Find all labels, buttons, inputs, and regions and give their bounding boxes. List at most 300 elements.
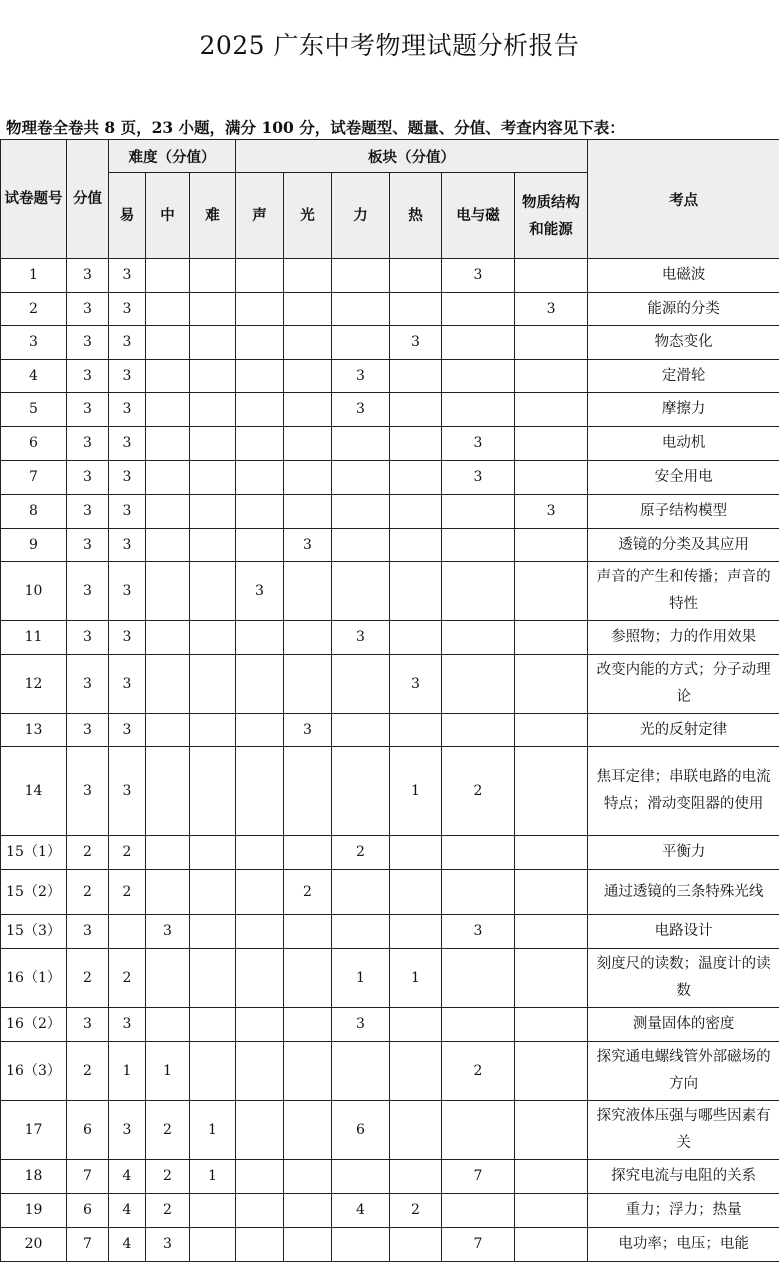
medium-cell: 1 <box>146 1042 190 1101</box>
topic-cell: 电路设计 <box>588 915 779 949</box>
table-row <box>1 1008 779 1042</box>
hard-cell <box>190 836 236 870</box>
hard-cell <box>190 427 236 461</box>
question-no-cell: 16（3） <box>1 1042 67 1101</box>
force-cell <box>332 427 390 461</box>
topic-cell: 平衡力 <box>588 836 779 870</box>
table-row <box>1 1194 779 1228</box>
table-body <box>1 259 779 1262</box>
score-cell: 3 <box>67 360 109 393</box>
table-row <box>1 870 779 915</box>
heat-cell <box>390 915 442 949</box>
question-no-cell: 4 <box>1 360 67 393</box>
question-no-cell: 19 <box>1 1194 67 1228</box>
light-cell <box>284 655 332 714</box>
sound-cell <box>236 427 284 461</box>
table-row <box>1 915 779 949</box>
easy-cell: 1 <box>109 1042 146 1101</box>
easy-cell <box>109 915 146 949</box>
hard-cell <box>190 714 236 747</box>
force-cell <box>332 747 390 836</box>
heat-cell <box>390 1160 442 1194</box>
topic-cell: 原子结构模型 <box>588 495 779 529</box>
score-cell: 3 <box>67 293 109 326</box>
force-cell <box>332 655 390 714</box>
heat-cell: 1 <box>390 949 442 1008</box>
force-cell <box>332 714 390 747</box>
matter-energy-cell: 3 <box>515 293 588 326</box>
easy-cell: 3 <box>109 562 146 621</box>
light-cell <box>284 1101 332 1160</box>
table-row <box>1 326 779 360</box>
easy-cell: 3 <box>109 621 146 655</box>
hard-cell <box>190 1008 236 1042</box>
electromagnetism-cell <box>442 714 515 747</box>
heat-cell <box>390 293 442 326</box>
question-no-cell: 3 <box>1 326 67 360</box>
electromagnetism-cell <box>442 870 515 915</box>
sound-cell <box>236 1042 284 1101</box>
table-row <box>1 529 779 562</box>
hard-cell <box>190 949 236 1008</box>
medium-cell <box>146 360 190 393</box>
sound-cell <box>236 495 284 529</box>
heat-cell <box>390 562 442 621</box>
heat-cell <box>390 393 442 427</box>
hard-cell <box>190 461 236 495</box>
easy-cell: 3 <box>109 393 146 427</box>
hard-cell: 1 <box>190 1160 236 1194</box>
matter-energy-cell <box>515 259 588 293</box>
sound-cell <box>236 259 284 293</box>
medium-cell <box>146 427 190 461</box>
easy-cell: 3 <box>109 714 146 747</box>
score-cell: 3 <box>67 326 109 360</box>
light-cell: 2 <box>284 870 332 915</box>
sound-cell <box>236 655 284 714</box>
matter-energy-cell: 3 <box>515 495 588 529</box>
question-no-cell: 6 <box>1 427 67 461</box>
header-topic: 考点 <box>588 140 779 259</box>
electromagnetism-cell: 2 <box>442 1042 515 1101</box>
question-no-cell: 16（1） <box>1 949 67 1008</box>
score-cell: 3 <box>67 259 109 293</box>
electromagnetism-cell <box>442 1194 515 1228</box>
heat-cell: 2 <box>390 1194 442 1228</box>
light-cell: 3 <box>284 714 332 747</box>
topic-cell: 测量固体的密度 <box>588 1008 779 1042</box>
easy-cell: 3 <box>109 1101 146 1160</box>
topic-cell: 透镜的分类及其应用 <box>588 529 779 562</box>
force-cell <box>332 1160 390 1194</box>
sound-cell <box>236 1160 284 1194</box>
matter-energy-cell <box>515 1008 588 1042</box>
heat-cell <box>390 714 442 747</box>
matter-energy-cell <box>515 1042 588 1101</box>
easy-cell: 3 <box>109 326 146 360</box>
medium-cell: 3 <box>146 1228 190 1262</box>
header-difficulty-group: 难度（分值） <box>109 140 236 173</box>
heat-cell: 3 <box>390 326 442 360</box>
force-cell: 3 <box>332 393 390 427</box>
electromagnetism-cell: 7 <box>442 1160 515 1194</box>
table-row <box>1 495 779 529</box>
medium-cell <box>146 259 190 293</box>
score-cell: 3 <box>67 562 109 621</box>
topic-cell: 摩擦力 <box>588 393 779 427</box>
score-cell: 2 <box>67 1042 109 1101</box>
easy-cell: 3 <box>109 529 146 562</box>
electromagnetism-cell: 7 <box>442 1228 515 1262</box>
sound-cell <box>236 293 284 326</box>
force-cell: 2 <box>332 836 390 870</box>
header-matter-energy: 物质结构和能源 <box>515 173 588 259</box>
matter-energy-cell <box>515 747 588 836</box>
topic-cell: 重力；浮力；热量 <box>588 1194 779 1228</box>
easy-cell: 4 <box>109 1160 146 1194</box>
table-row <box>1 949 779 1008</box>
easy-cell: 2 <box>109 870 146 915</box>
force-cell <box>332 326 390 360</box>
medium-cell <box>146 326 190 360</box>
topic-cell: 光的反射定律 <box>588 714 779 747</box>
matter-energy-cell <box>515 326 588 360</box>
easy-cell: 2 <box>109 836 146 870</box>
heat-cell <box>390 870 442 915</box>
hard-cell <box>190 259 236 293</box>
medium-cell: 2 <box>146 1160 190 1194</box>
medium-cell <box>146 495 190 529</box>
question-no-cell: 8 <box>1 495 67 529</box>
score-cell: 7 <box>67 1228 109 1262</box>
topic-cell: 声音的产生和传播；声音的特性 <box>588 562 779 621</box>
sound-cell <box>236 714 284 747</box>
table-row <box>1 655 779 714</box>
score-cell: 3 <box>67 495 109 529</box>
topic-cell: 物态变化 <box>588 326 779 360</box>
hard-cell <box>190 293 236 326</box>
hard-cell: 1 <box>190 1101 236 1160</box>
force-cell <box>332 870 390 915</box>
score-cell: 6 <box>67 1194 109 1228</box>
table-row <box>1 427 779 461</box>
table-row <box>1 621 779 655</box>
light-cell <box>284 562 332 621</box>
hard-cell <box>190 621 236 655</box>
table-row <box>1 1042 779 1101</box>
force-cell <box>332 529 390 562</box>
table-row <box>1 1160 779 1194</box>
light-cell <box>284 1160 332 1194</box>
score-cell: 2 <box>67 870 109 915</box>
light-cell <box>284 427 332 461</box>
header-score: 分值 <box>67 140 109 259</box>
intro-text: 物理卷全卷共 8 页，23 小题，满分 100 分，试卷题型、题量、分值、考查内容见下表： <box>6 116 625 138</box>
score-cell: 2 <box>67 949 109 1008</box>
electromagnetism-cell <box>442 360 515 393</box>
easy-cell: 3 <box>109 747 146 836</box>
light-cell <box>284 915 332 949</box>
question-no-cell: 11 <box>1 621 67 655</box>
header-medium: 中 <box>146 173 190 259</box>
topic-cell: 能源的分类 <box>588 293 779 326</box>
table-row <box>1 293 779 326</box>
topic-cell: 改变内能的方式；分子动理论 <box>588 655 779 714</box>
question-no-cell: 20 <box>1 1228 67 1262</box>
hard-cell <box>190 360 236 393</box>
medium-cell: 2 <box>146 1194 190 1228</box>
medium-cell <box>146 836 190 870</box>
hard-cell <box>190 562 236 621</box>
sound-cell <box>236 870 284 915</box>
question-no-cell: 18 <box>1 1160 67 1194</box>
matter-energy-cell <box>515 949 588 1008</box>
table-row <box>1 1228 779 1262</box>
heat-cell <box>390 1101 442 1160</box>
matter-energy-cell <box>515 655 588 714</box>
medium-cell <box>146 870 190 915</box>
table-row <box>1 714 779 747</box>
heat-cell <box>390 529 442 562</box>
easy-cell: 3 <box>109 293 146 326</box>
medium-cell: 3 <box>146 915 190 949</box>
medium-cell: 2 <box>146 1101 190 1160</box>
question-no-cell: 1 <box>1 259 67 293</box>
analysis-table <box>0 139 779 1262</box>
heat-cell <box>390 427 442 461</box>
table-row <box>1 393 779 427</box>
electromagnetism-cell: 3 <box>442 259 515 293</box>
hard-cell <box>190 393 236 427</box>
medium-cell <box>146 655 190 714</box>
hard-cell <box>190 529 236 562</box>
matter-energy-cell <box>515 1101 588 1160</box>
topic-cell: 电动机 <box>588 427 779 461</box>
score-cell: 3 <box>67 747 109 836</box>
question-no-cell: 13 <box>1 714 67 747</box>
question-no-cell: 15（1） <box>1 836 67 870</box>
force-cell <box>332 1228 390 1262</box>
matter-energy-cell <box>515 427 588 461</box>
easy-cell: 3 <box>109 1008 146 1042</box>
medium-cell <box>146 1008 190 1042</box>
header-electromagnetism: 电与磁 <box>442 173 515 259</box>
electromagnetism-cell <box>442 495 515 529</box>
sound-cell <box>236 747 284 836</box>
medium-cell <box>146 714 190 747</box>
matter-energy-cell <box>515 836 588 870</box>
sound-cell: 3 <box>236 562 284 621</box>
medium-cell <box>146 461 190 495</box>
matter-energy-cell <box>515 870 588 915</box>
header-easy: 易 <box>109 173 146 259</box>
sound-cell <box>236 836 284 870</box>
electromagnetism-cell <box>442 1101 515 1160</box>
sound-cell <box>236 393 284 427</box>
force-cell: 3 <box>332 1008 390 1042</box>
medium-cell <box>146 393 190 427</box>
topic-cell: 刻度尺的读数；温度计的读数 <box>588 949 779 1008</box>
matter-energy-cell <box>515 393 588 427</box>
force-cell <box>332 461 390 495</box>
hard-cell <box>190 870 236 915</box>
header-hard: 难 <box>190 173 236 259</box>
header-sound: 声 <box>236 173 284 259</box>
hard-cell <box>190 1228 236 1262</box>
light-cell <box>284 747 332 836</box>
electromagnetism-cell <box>442 655 515 714</box>
light-cell <box>284 1194 332 1228</box>
topic-cell: 探究液体压强与哪些因素有关 <box>588 1101 779 1160</box>
matter-energy-cell <box>515 621 588 655</box>
electromagnetism-cell <box>442 326 515 360</box>
light-cell <box>284 1008 332 1042</box>
electromagnetism-cell <box>442 1008 515 1042</box>
question-no-cell: 12 <box>1 655 67 714</box>
light-cell <box>284 393 332 427</box>
matter-energy-cell <box>515 529 588 562</box>
question-no-cell: 7 <box>1 461 67 495</box>
heat-cell <box>390 495 442 529</box>
question-no-cell: 15（2） <box>1 870 67 915</box>
matter-energy-cell <box>515 562 588 621</box>
table-row <box>1 259 779 293</box>
force-cell <box>332 259 390 293</box>
question-no-cell: 17 <box>1 1101 67 1160</box>
sound-cell <box>236 529 284 562</box>
topic-cell: 探究通电螺线管外部磁场的方向 <box>588 1042 779 1101</box>
table-row <box>1 360 779 393</box>
light-cell <box>284 1228 332 1262</box>
sound-cell <box>236 1228 284 1262</box>
topic-cell: 焦耳定律；串联电路的电流特点；滑动变阻器的使用 <box>588 747 779 836</box>
hard-cell <box>190 495 236 529</box>
question-no-cell: 15（3） <box>1 915 67 949</box>
score-cell: 3 <box>67 461 109 495</box>
easy-cell: 3 <box>109 461 146 495</box>
sound-cell <box>236 461 284 495</box>
electromagnetism-cell: 3 <box>442 461 515 495</box>
matter-energy-cell <box>515 461 588 495</box>
matter-energy-cell <box>515 714 588 747</box>
matter-energy-cell <box>515 915 588 949</box>
light-cell <box>284 293 332 326</box>
score-cell: 3 <box>67 393 109 427</box>
score-cell: 3 <box>67 529 109 562</box>
light-cell <box>284 621 332 655</box>
question-no-cell: 9 <box>1 529 67 562</box>
force-cell <box>332 1042 390 1101</box>
heat-cell: 3 <box>390 655 442 714</box>
matter-energy-cell <box>515 360 588 393</box>
header-heat: 热 <box>390 173 442 259</box>
force-cell <box>332 562 390 621</box>
electromagnetism-cell <box>442 621 515 655</box>
sound-cell <box>236 326 284 360</box>
score-cell: 2 <box>67 836 109 870</box>
heat-cell <box>390 1228 442 1262</box>
electromagnetism-cell: 3 <box>442 427 515 461</box>
heat-cell <box>390 259 442 293</box>
heat-cell <box>390 836 442 870</box>
header-force: 力 <box>332 173 390 259</box>
table-row <box>1 836 779 870</box>
medium-cell <box>146 293 190 326</box>
hard-cell <box>190 747 236 836</box>
force-cell: 4 <box>332 1194 390 1228</box>
easy-cell: 2 <box>109 949 146 1008</box>
score-cell: 3 <box>67 427 109 461</box>
electromagnetism-cell <box>442 529 515 562</box>
question-no-cell: 10 <box>1 562 67 621</box>
hard-cell <box>190 326 236 360</box>
matter-energy-cell <box>515 1160 588 1194</box>
header-section-group: 板块（分值） <box>236 140 588 173</box>
heat-cell <box>390 621 442 655</box>
topic-cell: 电磁波 <box>588 259 779 293</box>
medium-cell <box>146 949 190 1008</box>
question-no-cell: 2 <box>1 293 67 326</box>
medium-cell <box>146 529 190 562</box>
topic-cell: 参照物；力的作用效果 <box>588 621 779 655</box>
heat-cell: 1 <box>390 747 442 836</box>
force-cell <box>332 915 390 949</box>
electromagnetism-cell <box>442 836 515 870</box>
topic-cell: 定滑轮 <box>588 360 779 393</box>
score-cell: 3 <box>67 1008 109 1042</box>
heat-cell <box>390 1008 442 1042</box>
easy-cell: 3 <box>109 495 146 529</box>
topic-cell: 探究电流与电阻的关系 <box>588 1160 779 1194</box>
light-cell <box>284 259 332 293</box>
question-no-cell: 5 <box>1 393 67 427</box>
medium-cell <box>146 621 190 655</box>
heat-cell <box>390 360 442 393</box>
easy-cell: 4 <box>109 1194 146 1228</box>
sound-cell <box>236 1101 284 1160</box>
light-cell <box>284 360 332 393</box>
force-cell: 6 <box>332 1101 390 1160</box>
sound-cell <box>236 1194 284 1228</box>
heat-cell <box>390 461 442 495</box>
light-cell <box>284 1042 332 1101</box>
table-row <box>1 461 779 495</box>
sound-cell <box>236 949 284 1008</box>
matter-energy-cell <box>515 1228 588 1262</box>
header-question-no: 试卷题号 <box>1 140 67 259</box>
light-cell <box>284 326 332 360</box>
hard-cell <box>190 1042 236 1101</box>
easy-cell: 4 <box>109 1228 146 1262</box>
force-cell <box>332 495 390 529</box>
score-cell: 3 <box>67 655 109 714</box>
force-cell <box>332 293 390 326</box>
electromagnetism-cell <box>442 393 515 427</box>
medium-cell <box>146 562 190 621</box>
easy-cell: 3 <box>109 427 146 461</box>
sound-cell <box>236 915 284 949</box>
medium-cell <box>146 747 190 836</box>
light-cell <box>284 495 332 529</box>
force-cell: 1 <box>332 949 390 1008</box>
question-no-cell: 16（2） <box>1 1008 67 1042</box>
easy-cell: 3 <box>109 655 146 714</box>
sound-cell <box>236 1008 284 1042</box>
score-cell: 3 <box>67 714 109 747</box>
easy-cell: 3 <box>109 360 146 393</box>
score-cell: 3 <box>67 621 109 655</box>
light-cell: 3 <box>284 529 332 562</box>
